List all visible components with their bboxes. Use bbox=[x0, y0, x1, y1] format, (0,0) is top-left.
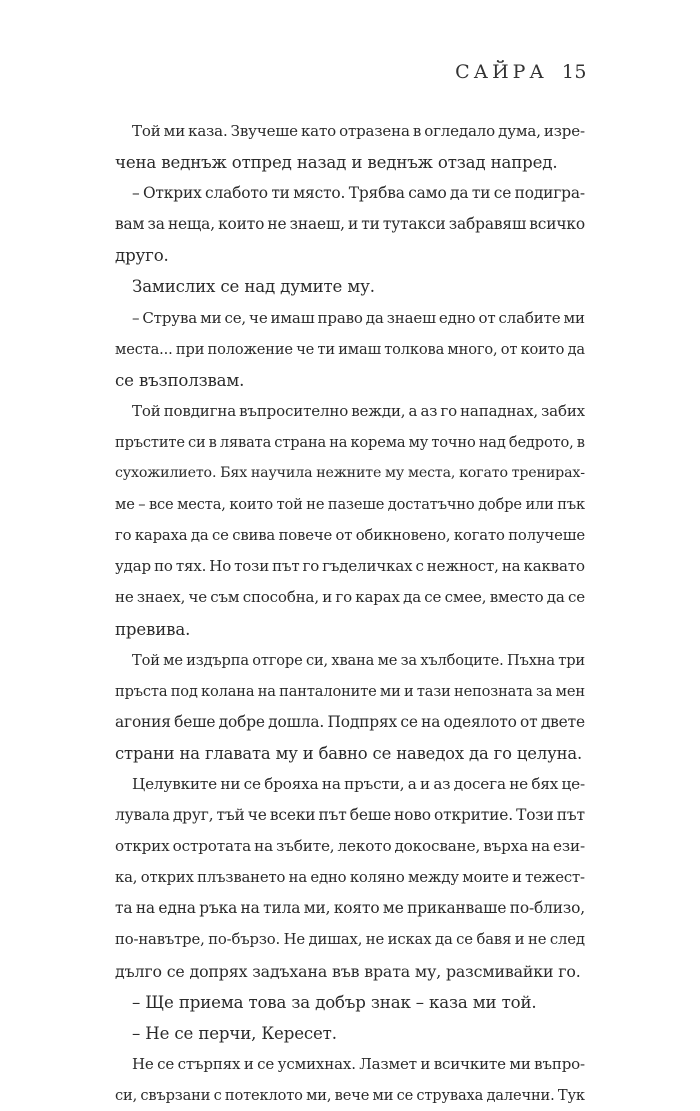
text-line: страни на главата му и бавно се наведох да го целуна. bbox=[115, 743, 583, 763]
running-title: САЙРА bbox=[455, 61, 548, 83]
text-line: Той ми каза. Звучеше като отразена в огледало дума, изре- bbox=[132, 122, 585, 140]
text-line: – Ще приема това за добър знак – каза ми той. bbox=[132, 992, 537, 1012]
text-line: Не се стърпях и се усмихнах. Лазмет и всичките ми въпро- bbox=[132, 1054, 585, 1073]
text-line: агония беше добре дошла. Подпрях се на одеялото от двете bbox=[115, 712, 585, 731]
text-line: сухожилието. Бях научила нежните му места, когато тренирах- bbox=[115, 465, 585, 482]
text-line: удар по тях. Но този път го гъделичках с нежност, на каквато bbox=[115, 557, 585, 576]
text-line: си, свързани с потеклото ми, вече ми се струваха далечни. Тук bbox=[115, 1086, 585, 1104]
text-line: превива. bbox=[115, 619, 191, 639]
text-line: чена веднъж отпред назад и веднъж отзад напред. bbox=[115, 153, 558, 173]
text-line: ка, открих плъзването на едно коляно между моите и тежест- bbox=[115, 869, 585, 887]
text-line: Замислих се над думите му. bbox=[132, 277, 375, 297]
text-line: ме – все места, които той не пазеше достатъчно добре или пък bbox=[115, 496, 585, 514]
text-line: Той повдигна въпросително вежди, а аз го нападнах, забих bbox=[132, 401, 585, 420]
text-line: пръста под колана на панталоните ми и тази непозната за мен bbox=[115, 682, 585, 700]
text-line: по-навътре, по-бързо. Не дишах, не исках да се бавя и не след bbox=[115, 931, 585, 949]
text-line: друго. bbox=[115, 246, 169, 266]
text-line: – Открих слабото ти място. Трябва само да ти се подигра- bbox=[132, 184, 585, 203]
running-header bbox=[455, 61, 587, 83]
text-line: се възползвам. bbox=[115, 370, 245, 390]
text-line: открих остротата на зъбите, лекото докосване, върха на ези- bbox=[115, 837, 585, 856]
text-line: лувала друг, тъй че всеки път беше ново откритие. Този път bbox=[115, 806, 585, 825]
text-line: дълго се допрях задъхана във врата му, разсмивайки го. bbox=[115, 961, 581, 981]
text-line: – Струва ми се, че имаш право да знаеш едно от слабите ми bbox=[132, 308, 585, 327]
text-line: не знаех, че съм способна, и го карах да се смее, вместо да се bbox=[115, 588, 585, 607]
text-line: Целувките ни се брояха на пръсти, а и аз досега не бях це- bbox=[132, 774, 585, 793]
page-number: 15 bbox=[561, 61, 587, 83]
text-line: вам за неща, които не знаеш, и ти тутакси забравяш всичко bbox=[115, 215, 585, 234]
text-line: го караха да се свива повече от обикновено, когато получеше bbox=[115, 527, 585, 545]
text-line: – Не се перчи, Кересет. bbox=[132, 1023, 337, 1043]
body-text bbox=[115, 116, 585, 1111]
text-line: Той ме издърпа отгоре си, хвана ме за хълбоците. Пъхна три bbox=[132, 651, 585, 669]
text-line: та на една ръка на тила ми, която ме приканваше по-близо, bbox=[115, 899, 585, 918]
text-line: места... при положение че ти имаш толкова много, от които да bbox=[115, 340, 585, 358]
text-line: пръстите си в лявата страна на корема му точно над бедрото, в bbox=[115, 433, 585, 451]
